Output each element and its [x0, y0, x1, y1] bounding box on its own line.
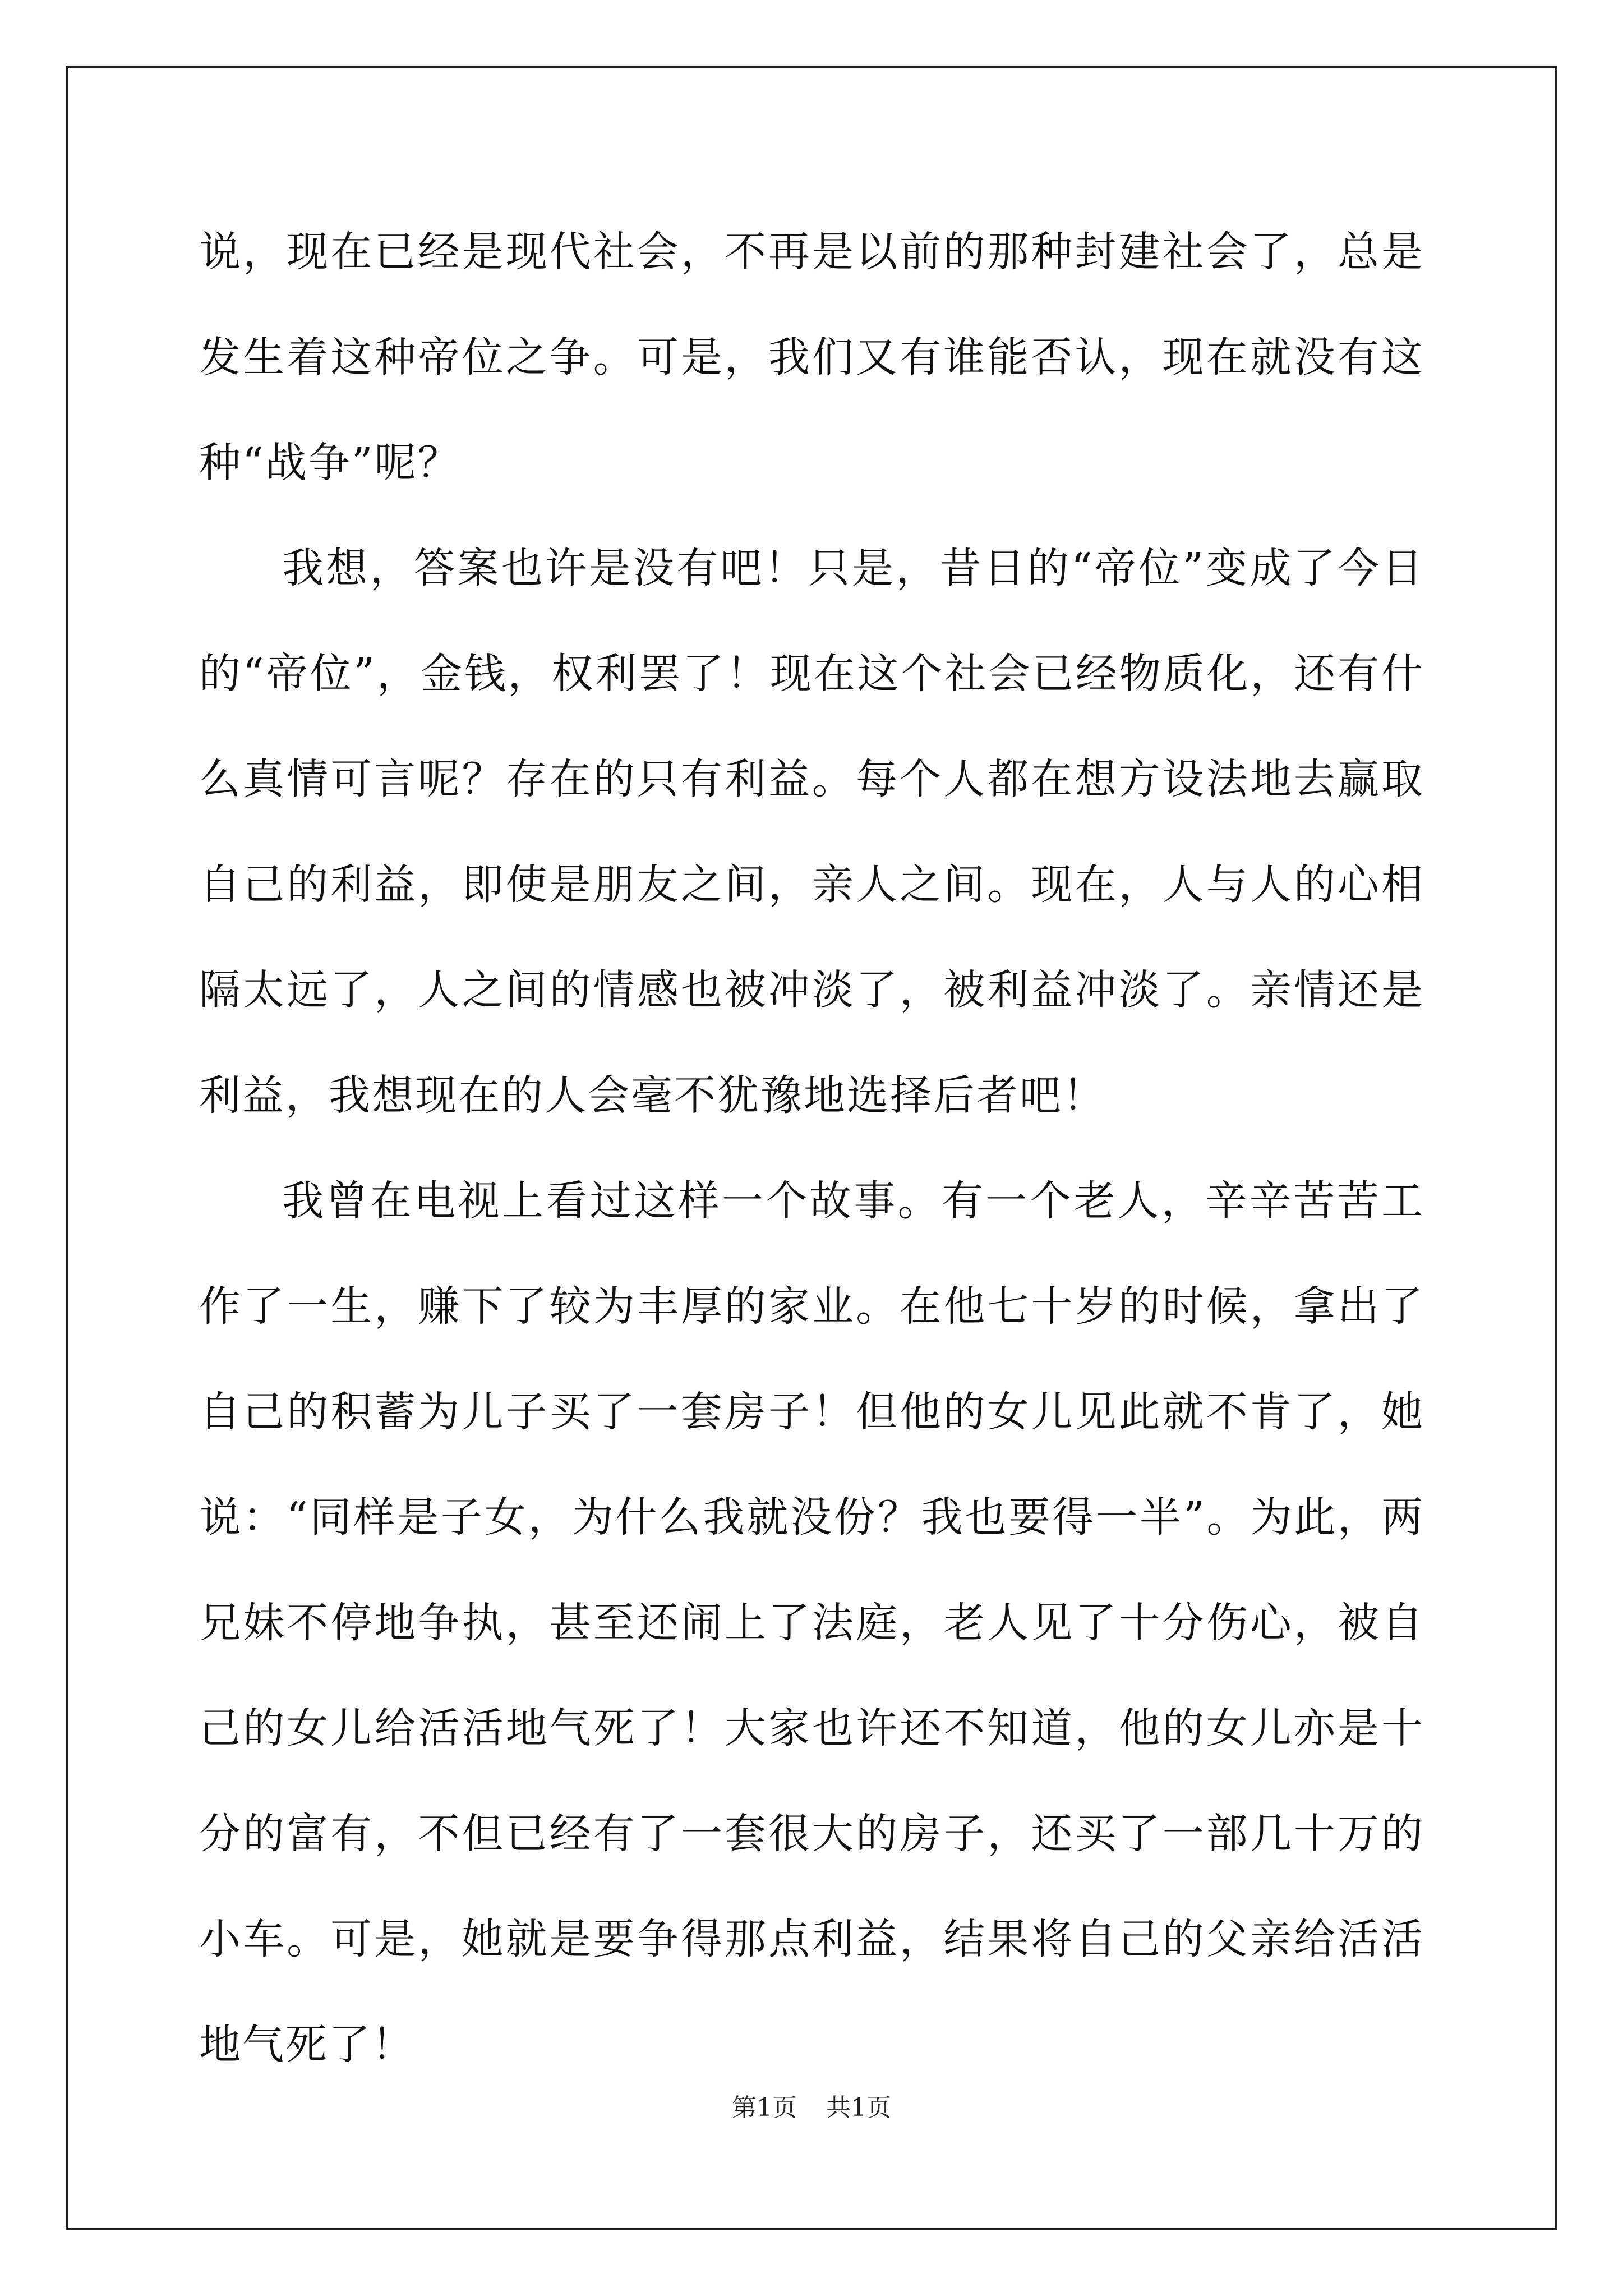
paragraph-1: 说，现在已经是现代社会，不再是以前的那种封建社会了，总是发生着这种帝位之争。可是，我们又有谁能否认，现在就没有这种“战争”呢？ [199, 228, 1424, 487]
document-body [199, 199, 1424, 2097]
page-number-total: 共1页 [826, 2093, 891, 2122]
page-number-current: 第1页 [732, 2093, 797, 2122]
paragraph-3: 我曾在电视上看过这样一个故事。有一个老人，辛辛苦苦工作了一生，赚下了较为丰厚的家业。在他七十岁的时候，拿出了自己的积蓄为儿子买了一套房子！但他的女儿见此就不肯了，她说：“同样是子女，为什么我就没份？我也要得一半”。为此，两兄妹不停地争执，甚至还闹上了法庭，老人见了十分伤心，被自己的女儿给活活地气死了！大家也许还不知道，他的女儿亦是十分的富有，不但已经有了一套很大的房子，还买了一部几十万的小车。可是，她就是要争得那点利益，结果将自己的父亲给活活地气死了！ [199, 1177, 1424, 2069]
paragraph-2: 我想，答案也许是没有吧！只是，昔日的“帝位”变成了今日的“帝位”，金钱，权利罢了！现在这个社会已经物质化，还有什么真情可言呢？存在的只有利益。每个人都在想方设法地去赢取自己的利益，即使是朋友之间，亲人之间。现在，人与人的心相隔太远了，人之间的情感也被冲淡了，被利益冲淡了。亲情还是利益，我想现在的人会毫不犹豫地选择后者吧！ [199, 544, 1424, 1120]
page-footer [0, 2091, 1623, 2125]
